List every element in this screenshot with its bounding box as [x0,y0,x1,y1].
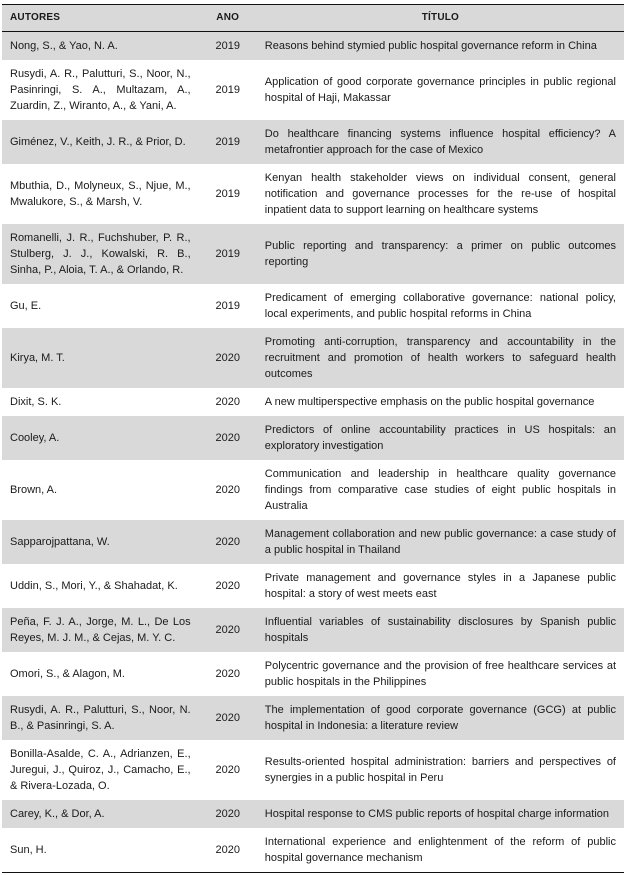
author-cell: Peña, F. J. A., Jorge, M. L., De Los Reyes, M. J. M., & Cejas, M. Y. C. [10,616,191,644]
title-cell: International experience and enlightenment of the reform of public hospital governance mechanism [264,836,616,864]
literature-table [2,4,624,873]
table-row [2,800,624,828]
year-cell: 2020 [215,580,240,592]
author-cell: Kirya, M. T. [10,352,65,364]
year-cell: 2020 [215,808,240,820]
title-cell: Public reporting and transparency: a primer on public outcomes reporting [264,240,616,268]
author-cell: Bonilla-Asalde, C. A., Adrianzen, E., Juregui, J., Quiroz, J., Camacho, E., & Rivera-Lozada, O. [10,748,191,792]
table-row [2,460,624,520]
year-cell: 2020 [215,844,240,856]
author-cell: Nong, S., & Yao, N. A. [10,40,118,52]
year-cell: 2019 [215,188,240,200]
title-cell: Polycentric governance and the provision of free healthcare services at public hospitals in the Philippines [264,660,616,688]
header-title: TÍTULO [257,5,624,32]
author-cell: Omori, S., & Alagon, M. [10,668,125,680]
table-row [2,740,624,800]
title-cell: Predictors of online accountability practices in US hospitals: an exploratory investigation [264,424,616,452]
table-row [2,328,624,388]
table-row [2,284,624,328]
author-cell: Mbuthia, D., Molyneux, S., Njue, M., Mwalukore, S., & Marsh, V. [10,180,191,208]
title-cell: Promoting anti-corruption, transparency and accountability in the recruitment and promotion of health workers to safeguard health outcomes [264,336,616,380]
table-row [2,652,624,696]
title-cell: The implementation of good corporate governance (GCG) at public hospital in Indonesia: a literature review [264,704,616,732]
table-row [2,828,624,873]
year-cell: 2020 [215,764,240,776]
title-cell: A new multiperspective emphasis on the public hospital governance [264,396,595,408]
table-row [2,564,624,608]
header-authors: AUTORES [2,5,199,32]
table-header [2,5,624,32]
year-cell: 2020 [215,352,240,364]
header-year: ANO [199,5,257,32]
author-cell: Sapparojpattana, W. [10,536,110,548]
author-cell: Brown, A. [10,484,58,496]
table-body [2,32,624,873]
table-row [2,416,624,460]
author-cell: Uddin, S., Mori, Y., & Shahadat, K. [10,580,178,592]
table-row [2,388,624,416]
author-cell: Romanelli, J. R., Fuchshuber, P. R., Stulberg, J. J., Kowalski, R. B., Sinha, P., Aloia, T. A., & Orlando, R. [10,232,191,276]
table-row [2,696,624,740]
title-cell: Do healthcare financing systems influence hospital efficiency? A metafrontier approach for the case of Mexico [264,128,616,156]
year-cell: 2020 [215,624,240,636]
year-cell: 2019 [215,40,240,52]
year-cell: 2019 [215,248,240,260]
year-cell: 2019 [215,84,240,96]
year-cell: 2020 [215,668,240,680]
title-cell: Influential variables of sustainability disclosures by Spanish public hospitals [264,616,616,644]
year-cell: 2020 [215,536,240,548]
author-cell: Gu, E. [10,300,42,312]
author-cell: Rusydi, A. R., Palutturi, S., Noor, N., Pasinringi, S. A., Multazam, A., Zuardin, Z., Wiranto, A., & Yani, A. [10,68,191,112]
table-row [2,60,624,120]
year-cell: 2020 [215,432,240,444]
table-row [2,224,624,284]
title-cell: Hospital response to CMS public reports of hospital charge information [264,808,610,820]
year-cell: 2019 [215,300,240,312]
table-row [2,164,624,224]
author-cell: Sun, H. [10,844,47,856]
header-row [2,5,624,32]
author-cell: Rusydi, A. R., Palutturi, S., Noor, N. B., & Pasinringi, S. A. [10,704,191,732]
year-cell: 2019 [215,136,240,148]
title-cell: Communication and leadership in healthcare quality governance findings from comparative case studies of eight public hospitals in Australia [264,468,616,512]
table-row [2,32,624,61]
table-row [2,608,624,652]
author-cell: Giménez, V., Keith, J. R., & Prior, D. [10,136,186,148]
title-cell: Predicament of emerging collaborative governance: national policy, local experiments, and public hospital reforms in China [264,292,616,320]
year-cell: 2020 [215,484,240,496]
title-cell: Kenyan health stakeholder views on individual consent, general notification and governance processes for the re-use of hospital inpatient data to support learning on healthcare systems [264,172,616,216]
year-cell: 2020 [215,396,240,408]
title-cell: Results-oriented hospital administration: barriers and perspectives of synergies in a public hospital in Peru [264,756,616,784]
title-cell: Private management and governance styles in a Japanese public hospital: a story of west meets east [264,572,616,600]
title-cell: Reasons behind stymied public hospital governance reform in China [264,40,597,52]
title-cell: Application of good corporate governance principles in public regional hospital of Haji, Makassar [264,76,616,104]
table-row [2,520,624,564]
title-cell: Management collaboration and new public governance: a case study of a public hospital in Thailand [264,528,616,556]
year-cell: 2020 [215,712,240,724]
author-cell: Cooley, A. [10,432,60,444]
author-cell: Carey, K., & Dor, A. [10,808,105,820]
table-row [2,120,624,164]
author-cell: Dixit, S. K. [10,396,62,408]
